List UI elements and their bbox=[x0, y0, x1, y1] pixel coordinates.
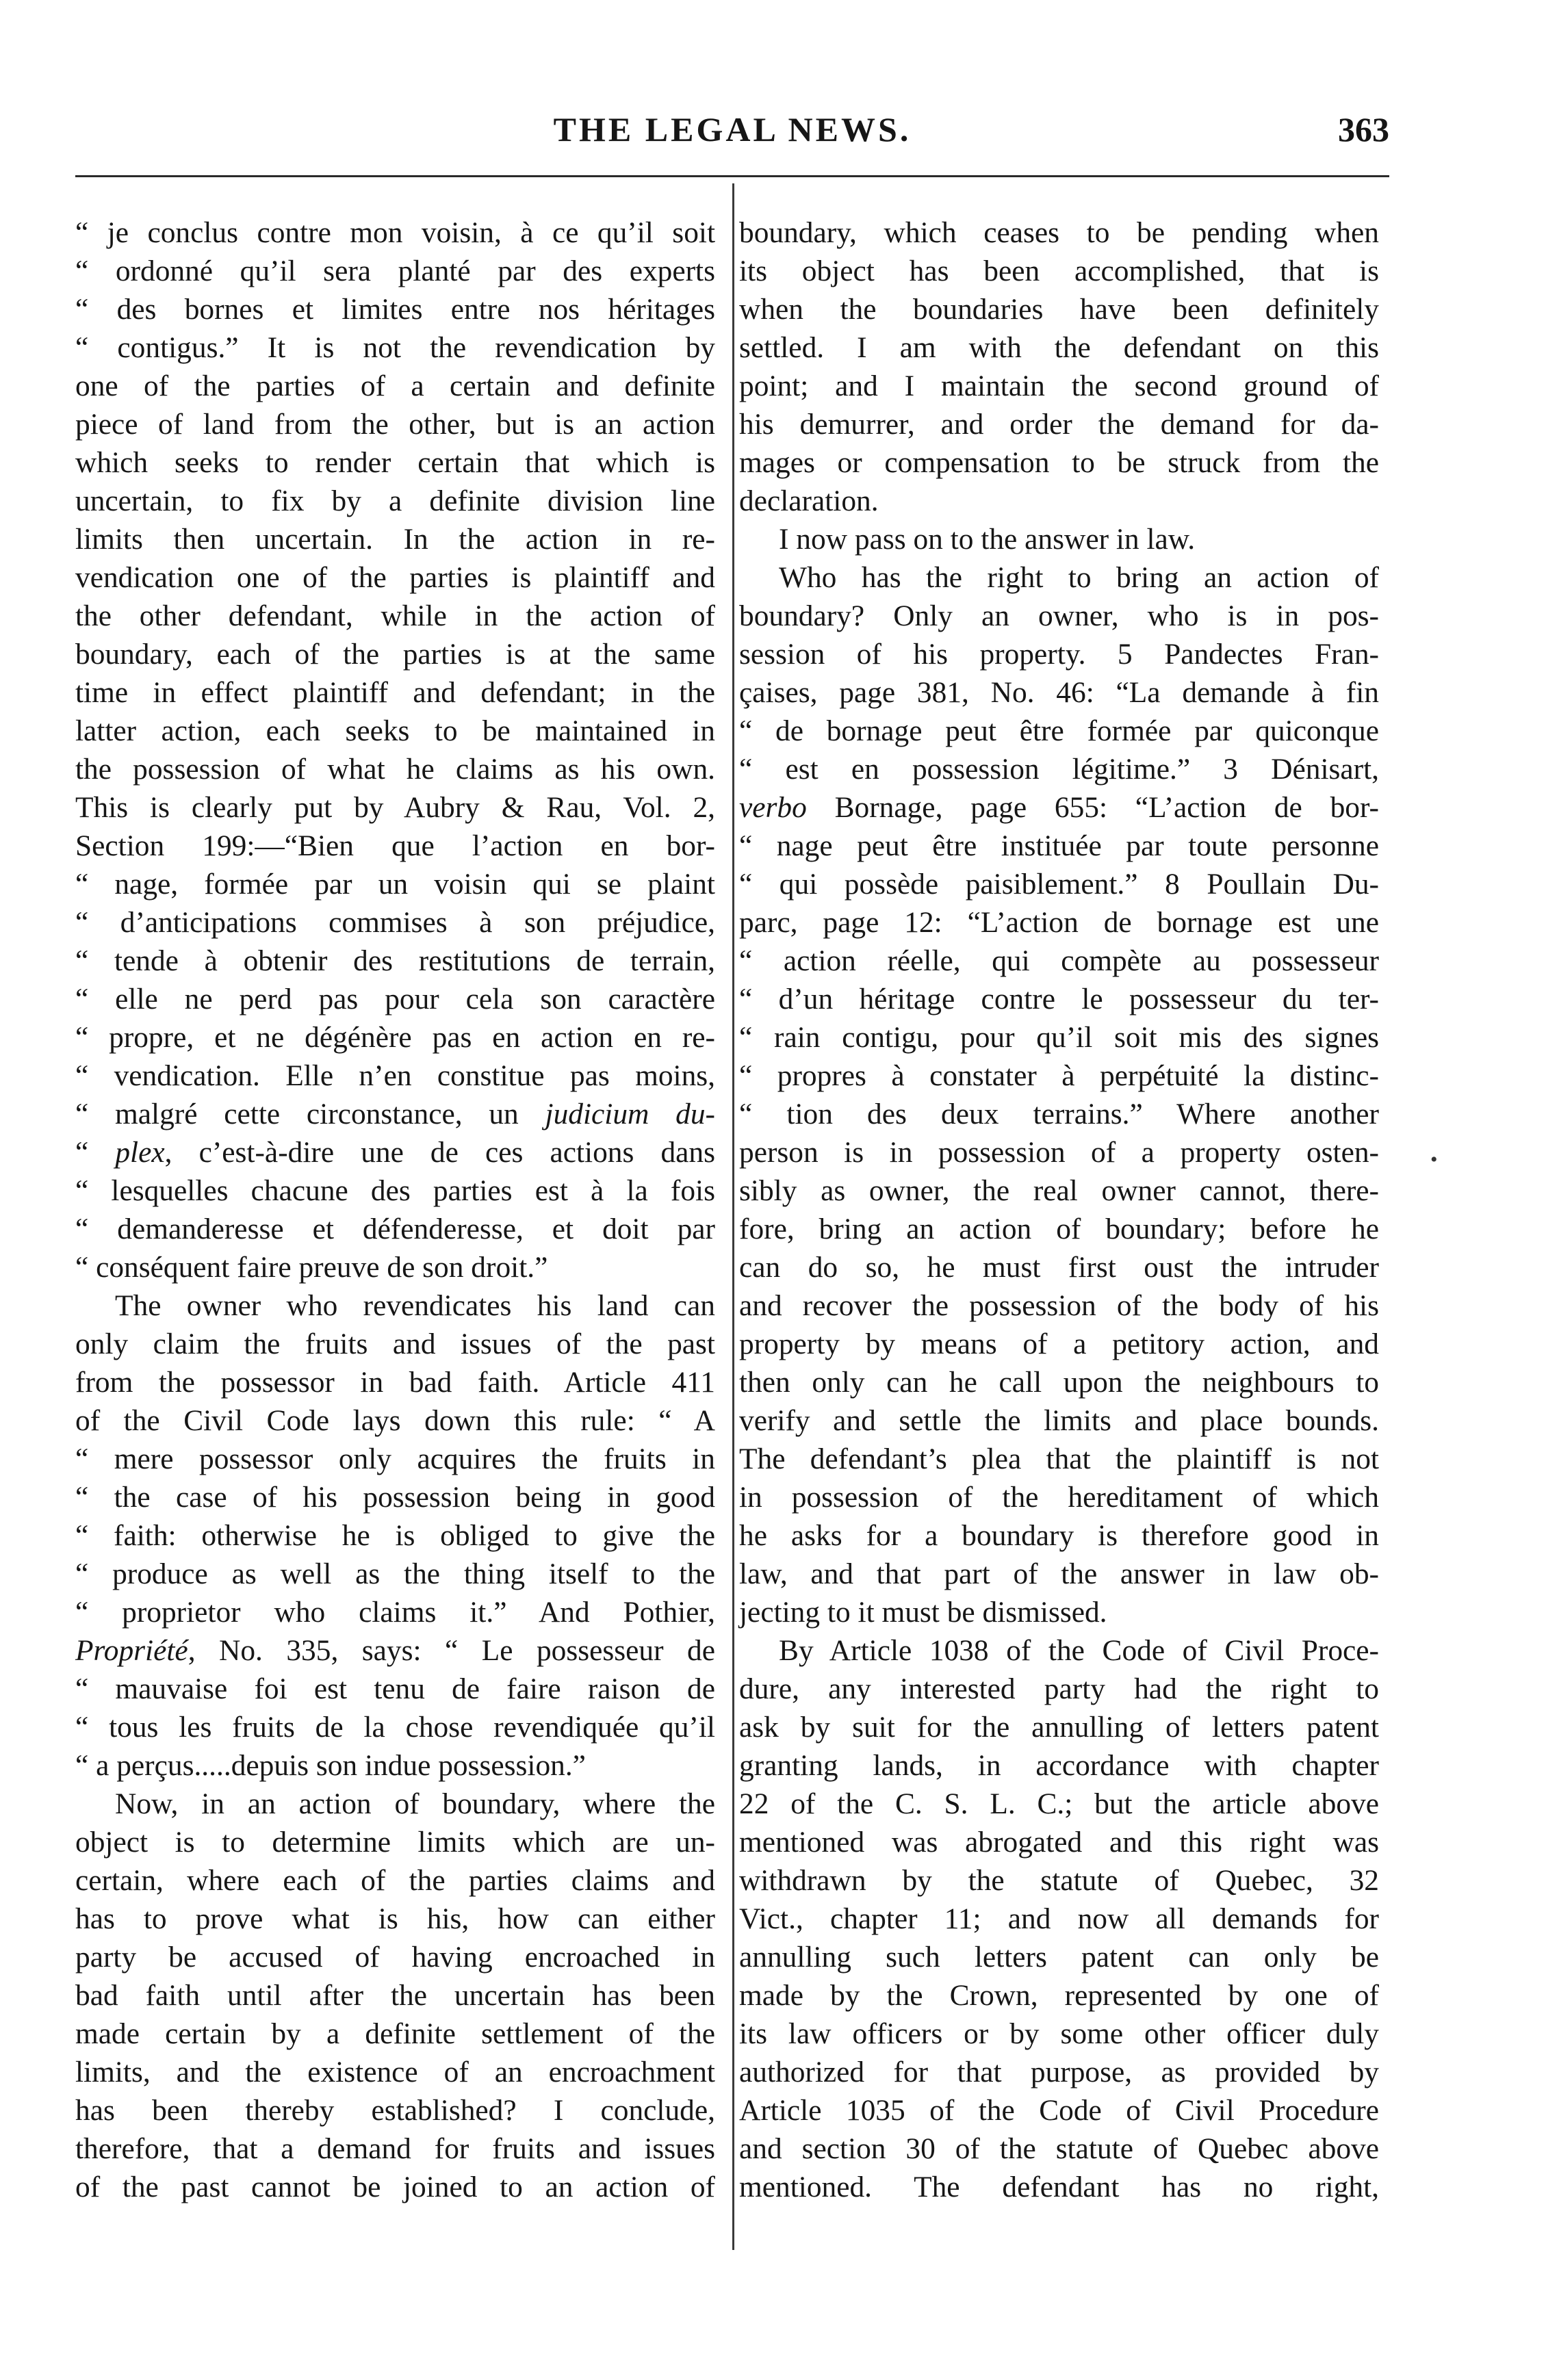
italic-phrase: judicium du- bbox=[545, 1098, 715, 1130]
text-line: “ de bornage peut être formée par quiconque bbox=[739, 714, 1379, 747]
text-line: “ mauvaise foi est tenu de faire raison de bbox=[75, 1672, 715, 1705]
text-line: “ des bornes et limites entre nos héritages bbox=[75, 293, 715, 326]
left-column bbox=[75, 214, 715, 2206]
text-line: authorized for that purpose, as provided by bbox=[739, 2056, 1379, 2088]
text-line: can do so, he must first oust the intruder bbox=[739, 1251, 1379, 1284]
text-line: time in effect plaintiff and defendant; in the bbox=[75, 676, 715, 709]
text-line: “ mere possessor only acquires the fruits in bbox=[75, 1443, 715, 1475]
text-line: “ proprietor who claims it.” And Pothier, bbox=[75, 1596, 715, 1629]
text-line: only claim the fruits and issues of the past bbox=[75, 1328, 715, 1360]
column-divider bbox=[732, 183, 734, 2250]
text-line: has been thereby established? I conclude, bbox=[75, 2094, 715, 2127]
text-line: one of the parties of a certain and definite bbox=[75, 370, 715, 402]
text-line: latter action, each seeks to be maintained in bbox=[75, 714, 715, 747]
text-line: made certain by a definite settlement of the bbox=[75, 2017, 715, 2050]
text-line: session of his property. 5 Pandectes Fran- bbox=[739, 638, 1379, 671]
text-line: “ demanderesse et défenderesse, et doit par bbox=[75, 1213, 715, 1245]
text-line: settled. I am with the defendant on this bbox=[739, 331, 1379, 364]
text-line: made by the Crown, represented by one of bbox=[739, 1979, 1379, 2012]
text-line: mentioned. The defendant has no right, bbox=[739, 2171, 1379, 2203]
text-line: “ the case of his possession being in good bbox=[75, 1481, 715, 1514]
text-line: its object has been accomplished, that is bbox=[739, 255, 1379, 287]
text-line: “ nage peut être instituée par toute personne bbox=[739, 829, 1379, 862]
text-line: object is to determine limits which are un- bbox=[75, 1826, 715, 1859]
text-line: “ contigus.” It is not the revendication by bbox=[75, 331, 715, 364]
text-line: fore, bring an action of boundary; before he bbox=[739, 1213, 1379, 1245]
text-line: Vict., chapter 11; and now all demands for bbox=[739, 1902, 1379, 1935]
text-line: its law officers or by some other officer duly bbox=[739, 2017, 1379, 2050]
text-line: verify and settle the limits and place bounds. bbox=[739, 1404, 1379, 1437]
text-line: from the possessor in bad faith. Article 411 bbox=[75, 1366, 715, 1399]
text-line: The defendant’s plea that the plaintiff is not bbox=[739, 1443, 1379, 1475]
text-line: “ je conclus contre mon voisin, à ce qu’il soit bbox=[75, 216, 715, 249]
text-line: “ elle ne perd pas pour cela son caractère bbox=[75, 983, 715, 1016]
text-line: vendication one of the parties is plaintiff and bbox=[75, 561, 715, 594]
header-rule bbox=[75, 175, 1389, 177]
text-line: ask by suit for the annulling of letters patent bbox=[739, 1711, 1379, 1744]
text-line: “ ordonné qu’il sera planté par des experts bbox=[75, 255, 715, 287]
text-line: “ propre, et ne dégénère pas en action en re- bbox=[75, 1021, 715, 1054]
text-line: the possession of what he claims as his own. bbox=[75, 753, 715, 786]
text-line: property by means of a petitory action, and bbox=[739, 1328, 1379, 1360]
text-line: uncertain, to fix by a definite division line bbox=[75, 484, 715, 517]
text-line: therefore, that a demand for fruits and issues bbox=[75, 2132, 715, 2165]
text-line: limits, and the existence of an encroachment bbox=[75, 2056, 715, 2088]
stray-ink-mark: • bbox=[1430, 1148, 1438, 1171]
text-line: in possession of the hereditament of which bbox=[739, 1481, 1379, 1514]
text-line: sibly as owner, the real owner cannot, there- bbox=[739, 1174, 1379, 1207]
text-line: “ rain contigu, pour qu’il soit mis des signes bbox=[739, 1021, 1379, 1054]
text-line: This is clearly put by Aubry & Rau, Vol. 2, bbox=[75, 791, 715, 824]
text-line: of the past cannot be joined to an action of bbox=[75, 2171, 715, 2203]
text-line: and section 30 of the statute of Quebec above bbox=[739, 2132, 1379, 2165]
text-line: boundary? Only an owner, who is in pos- bbox=[739, 599, 1379, 632]
text-line: boundary, which ceases to be pending when bbox=[739, 216, 1379, 249]
text-line: then only can he call upon the neighbours to bbox=[739, 1366, 1379, 1399]
text-line: when the boundaries have been definitely bbox=[739, 293, 1379, 326]
text-line: bad faith until after the uncertain has been bbox=[75, 1979, 715, 2012]
text-line: “ est en possession légitime.” 3 Dénisart, bbox=[739, 753, 1379, 786]
text-line: and recover the possession of the body of his bbox=[739, 1289, 1379, 1322]
text-line: Now, in an action of boundary, where the bbox=[115, 1787, 715, 1820]
text-line: of the Civil Code lays down this rule: “ A bbox=[75, 1404, 715, 1437]
text-line: parc, page 12: “L’action de bornage est une bbox=[739, 906, 1379, 939]
text-line: party be accused of having encroached in bbox=[75, 1941, 715, 1974]
text-line: “ tende à obtenir des restitutions de terrain, bbox=[75, 944, 715, 977]
text-line: “ nage, formée par un voisin qui se plaint bbox=[75, 868, 715, 901]
text-line: “ conséquent faire preuve de son droit.” bbox=[75, 1251, 548, 1284]
text-line: withdrawn by the statute of Quebec, 32 bbox=[739, 1864, 1379, 1897]
text-line: The owner who revendicates his land can bbox=[115, 1289, 715, 1322]
text-line: mentioned was abrogated and this right was bbox=[739, 1826, 1379, 1859]
text-line: certain, where each of the parties claims and bbox=[75, 1864, 715, 1897]
text-line: “ a perçus.....depuis son indue possession.” bbox=[75, 1749, 586, 1782]
text-line: By Article 1038 of the Code of Civil Proce- bbox=[779, 1634, 1379, 1667]
text-line: boundary, each of the parties is at the same bbox=[75, 638, 715, 671]
text-line: “ tous les fruits de la chose revendiquée qu’il bbox=[75, 1711, 715, 1744]
italic-phrase: verbo bbox=[739, 791, 807, 824]
text-line: person is in possession of a property osten- bbox=[739, 1136, 1379, 1169]
text-line: annulling such letters patent can only be bbox=[739, 1941, 1379, 1974]
page-title: THE LEGAL NEWS. bbox=[553, 110, 912, 148]
text-line: mages or compensation to be struck from the bbox=[739, 446, 1379, 479]
text-line: jecting to it must be dismissed. bbox=[739, 1596, 1107, 1629]
italic-phrase: plex bbox=[115, 1136, 165, 1169]
text-line: which seeks to render certain that which is bbox=[75, 446, 715, 479]
text-line: “ produce as well as the thing itself to the bbox=[75, 1557, 715, 1590]
text-line: “ vendication. Elle n’en constitue pas moins, bbox=[75, 1059, 715, 1092]
text-line: piece of land from the other, but is an action bbox=[75, 408, 715, 441]
right-column bbox=[739, 214, 1379, 2206]
text-line: he asks for a boundary is therefore good in bbox=[739, 1519, 1379, 1552]
text-line: 22 of the C. S. L. C.; but the article above bbox=[739, 1787, 1379, 1820]
text-line: “ d’anticipations commises à son préjudice, bbox=[75, 906, 715, 939]
text-line: Propriété, No. 335, says: “ Le possesseur de bbox=[75, 1634, 715, 1667]
text-line: “ d’un héritage contre le possesseur du ter- bbox=[739, 983, 1379, 1016]
text-line: çaises, page 381, No. 46: “La demande à fin bbox=[739, 676, 1379, 709]
text-line: “ action réelle, qui compète au possesseur bbox=[739, 944, 1379, 977]
text-line: “ propres à constater à perpétuité la distinc- bbox=[739, 1059, 1379, 1092]
text-line: “ lesquelles chacune des parties est à la fois bbox=[75, 1174, 715, 1207]
text-line: “ plex, c’est-à-dire une de ces actions dans bbox=[75, 1136, 716, 1169]
text-line: “ tion des deux terrains.” Where another bbox=[739, 1098, 1379, 1130]
text-line: declaration. bbox=[739, 484, 879, 517]
text-line: has to prove what is his, how can either bbox=[75, 1902, 715, 1935]
text-line: dure, any interested party had the right to bbox=[739, 1672, 1379, 1705]
text-line: “ malgré cette circonstance, un judicium du- bbox=[75, 1098, 715, 1130]
text-line: “ qui possède paisiblement.” 8 Poullain Du- bbox=[739, 868, 1379, 901]
page-number: 363 bbox=[1338, 110, 1389, 148]
text-line: his demurrer, and order the demand for da- bbox=[739, 408, 1379, 441]
italic-phrase: Propriété bbox=[75, 1634, 188, 1667]
text-line: point; and I maintain the second ground of bbox=[739, 370, 1379, 402]
text-line: I now pass on to the answer in law. bbox=[779, 523, 1196, 556]
text-line: Who has the right to bring an action of bbox=[779, 561, 1379, 594]
text-line: granting lands, in accordance with chapter bbox=[739, 1749, 1379, 1782]
text-line: verbo Bornage, page 655: “L’action de bor- bbox=[739, 791, 1379, 824]
text-line: limits then uncertain. In the action in re- bbox=[75, 523, 715, 556]
text-line: Article 1035 of the Code of Civil Procedure bbox=[739, 2094, 1379, 2127]
text-line: Section 199:—“Bien que l’action en bor- bbox=[75, 829, 715, 862]
text-line: the other defendant, while in the action of bbox=[75, 599, 715, 632]
running-head bbox=[75, 109, 1389, 157]
text-line: law, and that part of the answer in law ob- bbox=[739, 1557, 1379, 1590]
text-line: “ faith: otherwise he is obliged to give the bbox=[75, 1519, 715, 1552]
